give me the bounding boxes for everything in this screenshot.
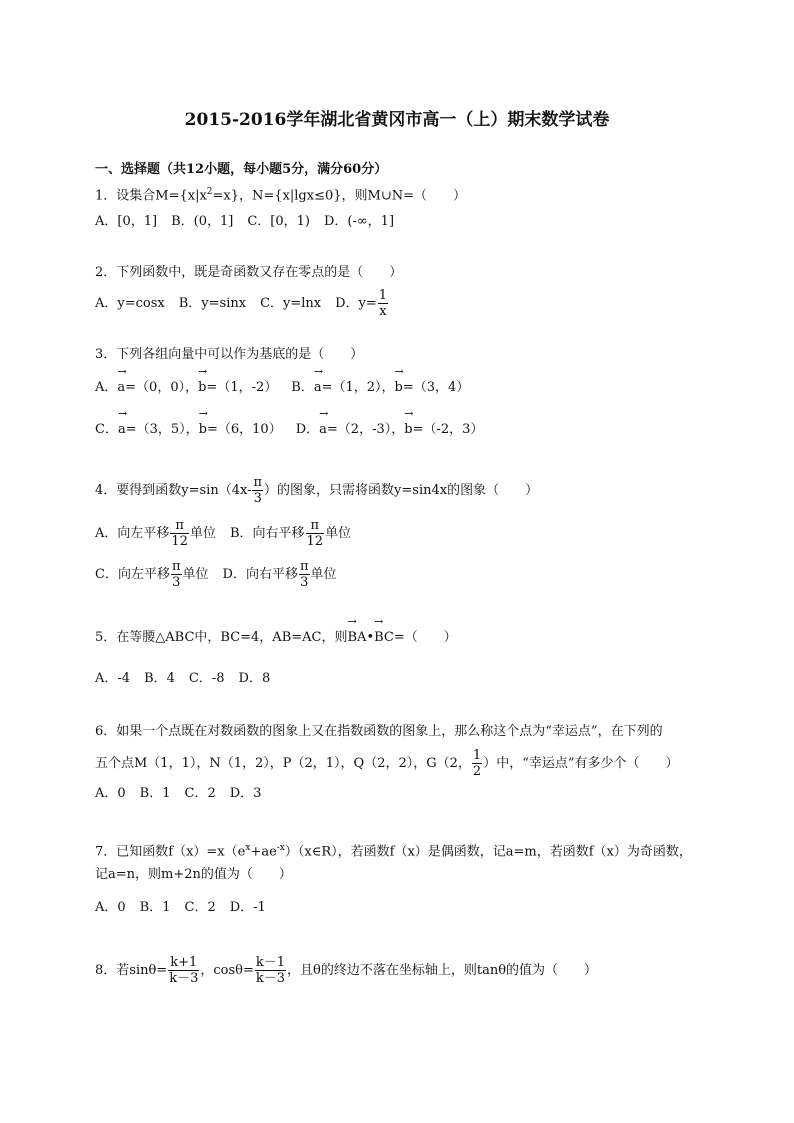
option-c: C．y=lnx (260, 296, 322, 311)
vector-b: → b (395, 378, 403, 398)
vector-b: → b (198, 378, 206, 398)
section-heading: 一、选择题（共12小题，每小题5分，满分60分） (95, 162, 388, 177)
question-5-stem: 5．在等腰△ABC中，BC=4，AB=AC，则→ BA•→ BC=（ ） (95, 628, 457, 648)
question-6-stem-line-1: 6．如果一个点既在对数函数的图象上又在指数函数的图象上，那么称这个点为“幸运点”，在下列的 (95, 724, 663, 739)
question-6-options: A．0 B．1 C．2 D．3 (95, 786, 262, 801)
question-3-options-row-1: A．→ a=（0，0），→ b=（1，-2） B．→ a=（1，2），→ b=（3，4） (95, 378, 469, 398)
page-title: 2015-2016学年湖北省黄冈市高一（上）期末数学试卷 (184, 110, 610, 130)
question-5-options: A．-4 B．4 C．-8 D．8 (95, 671, 271, 686)
option-a: A．y=cosx (95, 296, 165, 311)
question-7-options: A．0 B．1 C．2 D．-1 (95, 900, 266, 915)
question-6-stem-line-2: 五个点M（1，1），N（1，2），P（2，1），Q（2，2），G（2， $\frac{1}{2}$ ）中，“幸运点”有多少个（ ） (95, 748, 679, 779)
question-3-stem: 3．下列各组向量中可以作为基底的是（ ） (95, 347, 364, 362)
vector-b: → b (199, 420, 207, 440)
question-8-stem: 8．若sinθ= $\frac{k+1}{k-3}$ ，cosθ= $\frac{k-1}{k-3}$ ，且θ的终边不落在坐标轴上，则tanθ的值为（ ） (95, 955, 598, 986)
question-3-options-row-2: C．→ a=（3，5），→ b=（6，10） D．→ a=（2，-3），→ b=（-2，3） (95, 420, 483, 440)
question-4-options-row-2: C．向左平移 $\frac{\pi}{3}$ 单位 D．向右平移 $\frac{\pi}{3}$ 单位 (95, 559, 337, 590)
question-4-options-row-1: A．向左平移 $\frac{\pi}{12}$ 单位 B．向右平移 $\frac{\pi}{12}$ 单位 (95, 518, 352, 549)
vector-ba: → BA (347, 628, 366, 648)
question-1-options (95, 212, 408, 232)
option-b: B．(0，1] (171, 214, 234, 229)
option-a: A．[0，1] (95, 214, 158, 229)
fraction: $\frac{1}{x}$ (378, 288, 388, 319)
option-c: C．[0，1) (247, 214, 310, 229)
option-d: D．(-∞，1] (323, 214, 395, 229)
option-b: B．y=sinx (178, 296, 247, 311)
vector-a: → a (117, 378, 125, 398)
question-2-stem: 2．下列函数中，既是奇函数又存在零点的是（ ） (95, 265, 403, 280)
question-7-stem-line-1: 7．已知函数$f(x)=x(e^x+ae^{-x})(x\in R)$，若函数f（x）是偶函数，记a=m，若函数f（x）为奇函数， (95, 843, 692, 860)
vector-b: → b (404, 420, 412, 440)
question-4-stem: 4．要得到函数y=sin（4x- $\frac{\pi}{3}$ ）的图象，只需将函数y=sin4x的图象（ ） (95, 475, 539, 506)
vector-bc: → BC (374, 628, 394, 648)
question-2-options (95, 288, 389, 319)
vector-a: → a (314, 378, 322, 398)
fraction: $\frac{\pi}{3}$ (253, 475, 263, 506)
question-1-stem: 1．设集合$M=\{x|x^2=x\}$，N={x|lgx≤0}，则M∪N=（ ） (95, 187, 466, 204)
vector-a: → a (118, 420, 126, 440)
vector-a: → a (319, 420, 327, 440)
question-7-stem-line-2: 记a=n，则m+2n的值为（ ） (95, 867, 292, 882)
option-d: D．y= (335, 296, 377, 311)
